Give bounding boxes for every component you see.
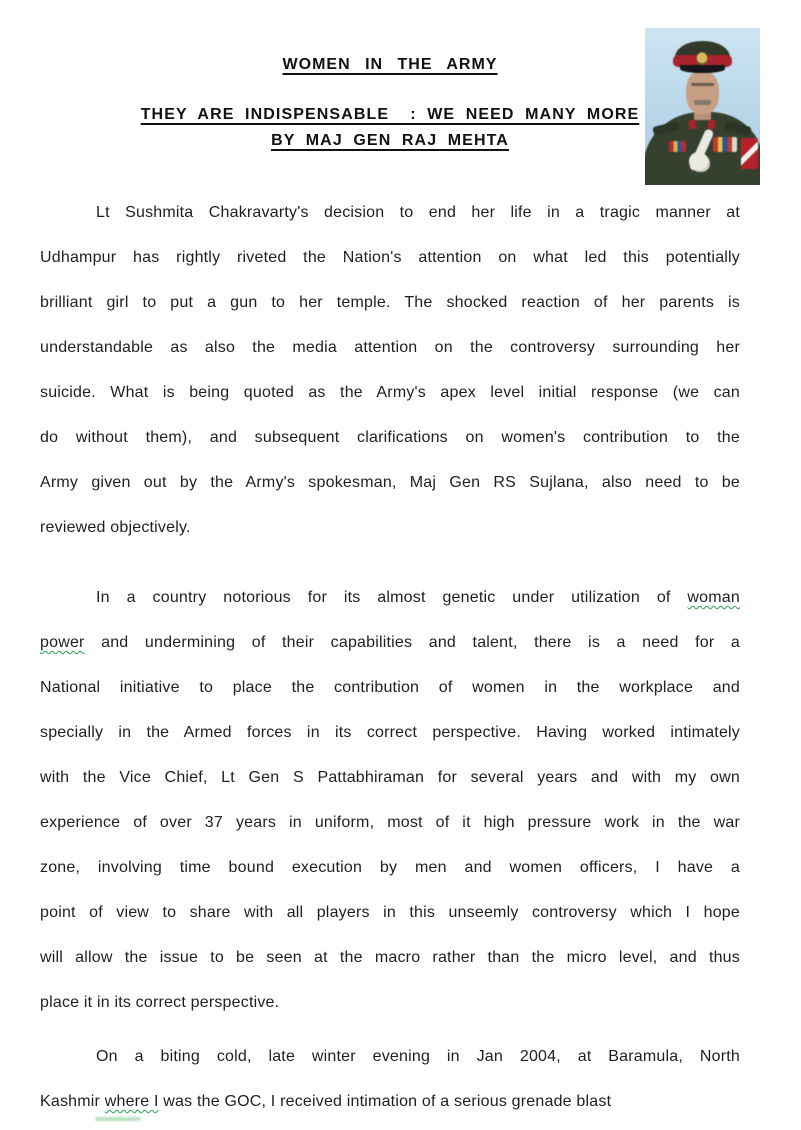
- text-segment: National initiative to place the contribution of women in the workplace and: [40, 679, 740, 696]
- paragraph-line: [40, 280, 740, 325]
- paragraph-line: [40, 800, 740, 845]
- document-heading: [40, 55, 740, 154]
- paragraph-line: [40, 505, 740, 550]
- text-segment: zone, involving time bound execution by men and women officers, I have a: [40, 859, 740, 876]
- paragraph-line: [40, 460, 740, 505]
- paragraph-line: [40, 235, 740, 280]
- text-segment: understandable as also the media attention on the controversy surrounding her: [40, 339, 740, 356]
- text-segment: reviewed objectively.: [40, 519, 191, 536]
- portrait-photo-content: [645, 28, 760, 185]
- text-segment: suicide. What is being quoted as the Army's apex level initial response (we can: [40, 384, 740, 401]
- paragraph-line: [40, 190, 740, 235]
- paragraph: [40, 1034, 740, 1124]
- text-segment: will allow the issue to be seen at the macro rather than the micro level, and thus: [40, 949, 740, 966]
- text-segment: In a country notorious for its almost genetic under utilization of: [96, 589, 688, 606]
- photo-face: [686, 70, 719, 114]
- spellcheck-flagged-word: power: [40, 634, 85, 651]
- paragraph-line: [40, 575, 740, 620]
- document-title: WOMEN IN THE ARMY: [282, 56, 498, 73]
- text-segment: Kashmir: [40, 1093, 105, 1110]
- photo-medal-ribbons-right: [713, 137, 737, 152]
- paragraph-line: [40, 755, 740, 800]
- paragraph-line: [40, 710, 740, 755]
- paragraph-line: [40, 845, 740, 890]
- document-body: [40, 190, 740, 1124]
- paragraph-line: [40, 890, 740, 935]
- paragraph-line: [40, 980, 740, 1025]
- paragraph-line: [40, 1034, 740, 1079]
- text-segment: do without them), and subsequent clarifications on women's contribution to the: [40, 429, 740, 446]
- spellcheck-flagged-word: where I: [104, 1093, 159, 1110]
- paragraph: [40, 190, 740, 550]
- paragraph-line: [40, 1079, 740, 1124]
- text-segment: place it in its correct perspective.: [40, 994, 280, 1011]
- text-segment: On a biting cold, late winter evening in Jan 2004, at Baramula, North: [96, 1048, 740, 1065]
- text-segment: point of view to share with all players in this unseemly controversy which I hope: [40, 904, 740, 921]
- portrait-photo: [645, 28, 760, 185]
- paragraph-line: [40, 325, 740, 370]
- document-subtitle: THEY ARE INDISPENSABLE : WE NEED MANY MORE: [140, 106, 640, 123]
- text-segment: with the Vice Chief, Lt Gen S Pattabhiraman for several years and with my own: [40, 769, 740, 786]
- document-byline: BY MAJ GEN RAJ MEHTA: [271, 132, 509, 149]
- spellcheck-squiggle-cutoff-line: [95, 1117, 141, 1121]
- text-segment: specially in the Armed forces in its correct perspective. Having worked intimately: [40, 724, 740, 741]
- text-segment: was the GOC, I received intimation of a serious grenade blast: [158, 1093, 612, 1110]
- spellcheck-flagged-word: woman: [687, 589, 740, 606]
- photo-sword-hilt: [689, 152, 708, 170]
- paragraph-line: [40, 370, 740, 415]
- text-segment: Udhampur has rightly riveted the Nation's attention on what led this potentially: [40, 249, 740, 266]
- paragraph-line: [40, 620, 740, 665]
- photo-medal-ribbons-left: [669, 141, 686, 152]
- text-segment: and undermining of their capabilities and talent, there is a need for a: [84, 634, 740, 651]
- photo-cap-visor: [680, 65, 725, 73]
- text-segment: Army given out by the Army's spokesman, Maj Gen RS Sujlana, also need to be: [40, 474, 740, 491]
- paragraph: [40, 575, 740, 1025]
- paragraph-line: [40, 665, 740, 710]
- text-segment: Lt Sushmita Chakravarty's decision to end her life in a tragic manner at: [96, 204, 740, 221]
- photo-red-formation-flash: [741, 138, 758, 169]
- photo-brow: [691, 83, 714, 86]
- photo-cap-gold-badge: [696, 52, 708, 65]
- paragraph-line: [40, 935, 740, 980]
- text-segment: experience of over 37 years in uniform, most of it high pressure work in the war: [40, 814, 740, 831]
- text-segment: brilliant girl to put a gun to her temple. The shocked reaction of her parents is: [40, 294, 740, 311]
- photo-mustache: [694, 100, 711, 105]
- paragraph-line: [40, 415, 740, 460]
